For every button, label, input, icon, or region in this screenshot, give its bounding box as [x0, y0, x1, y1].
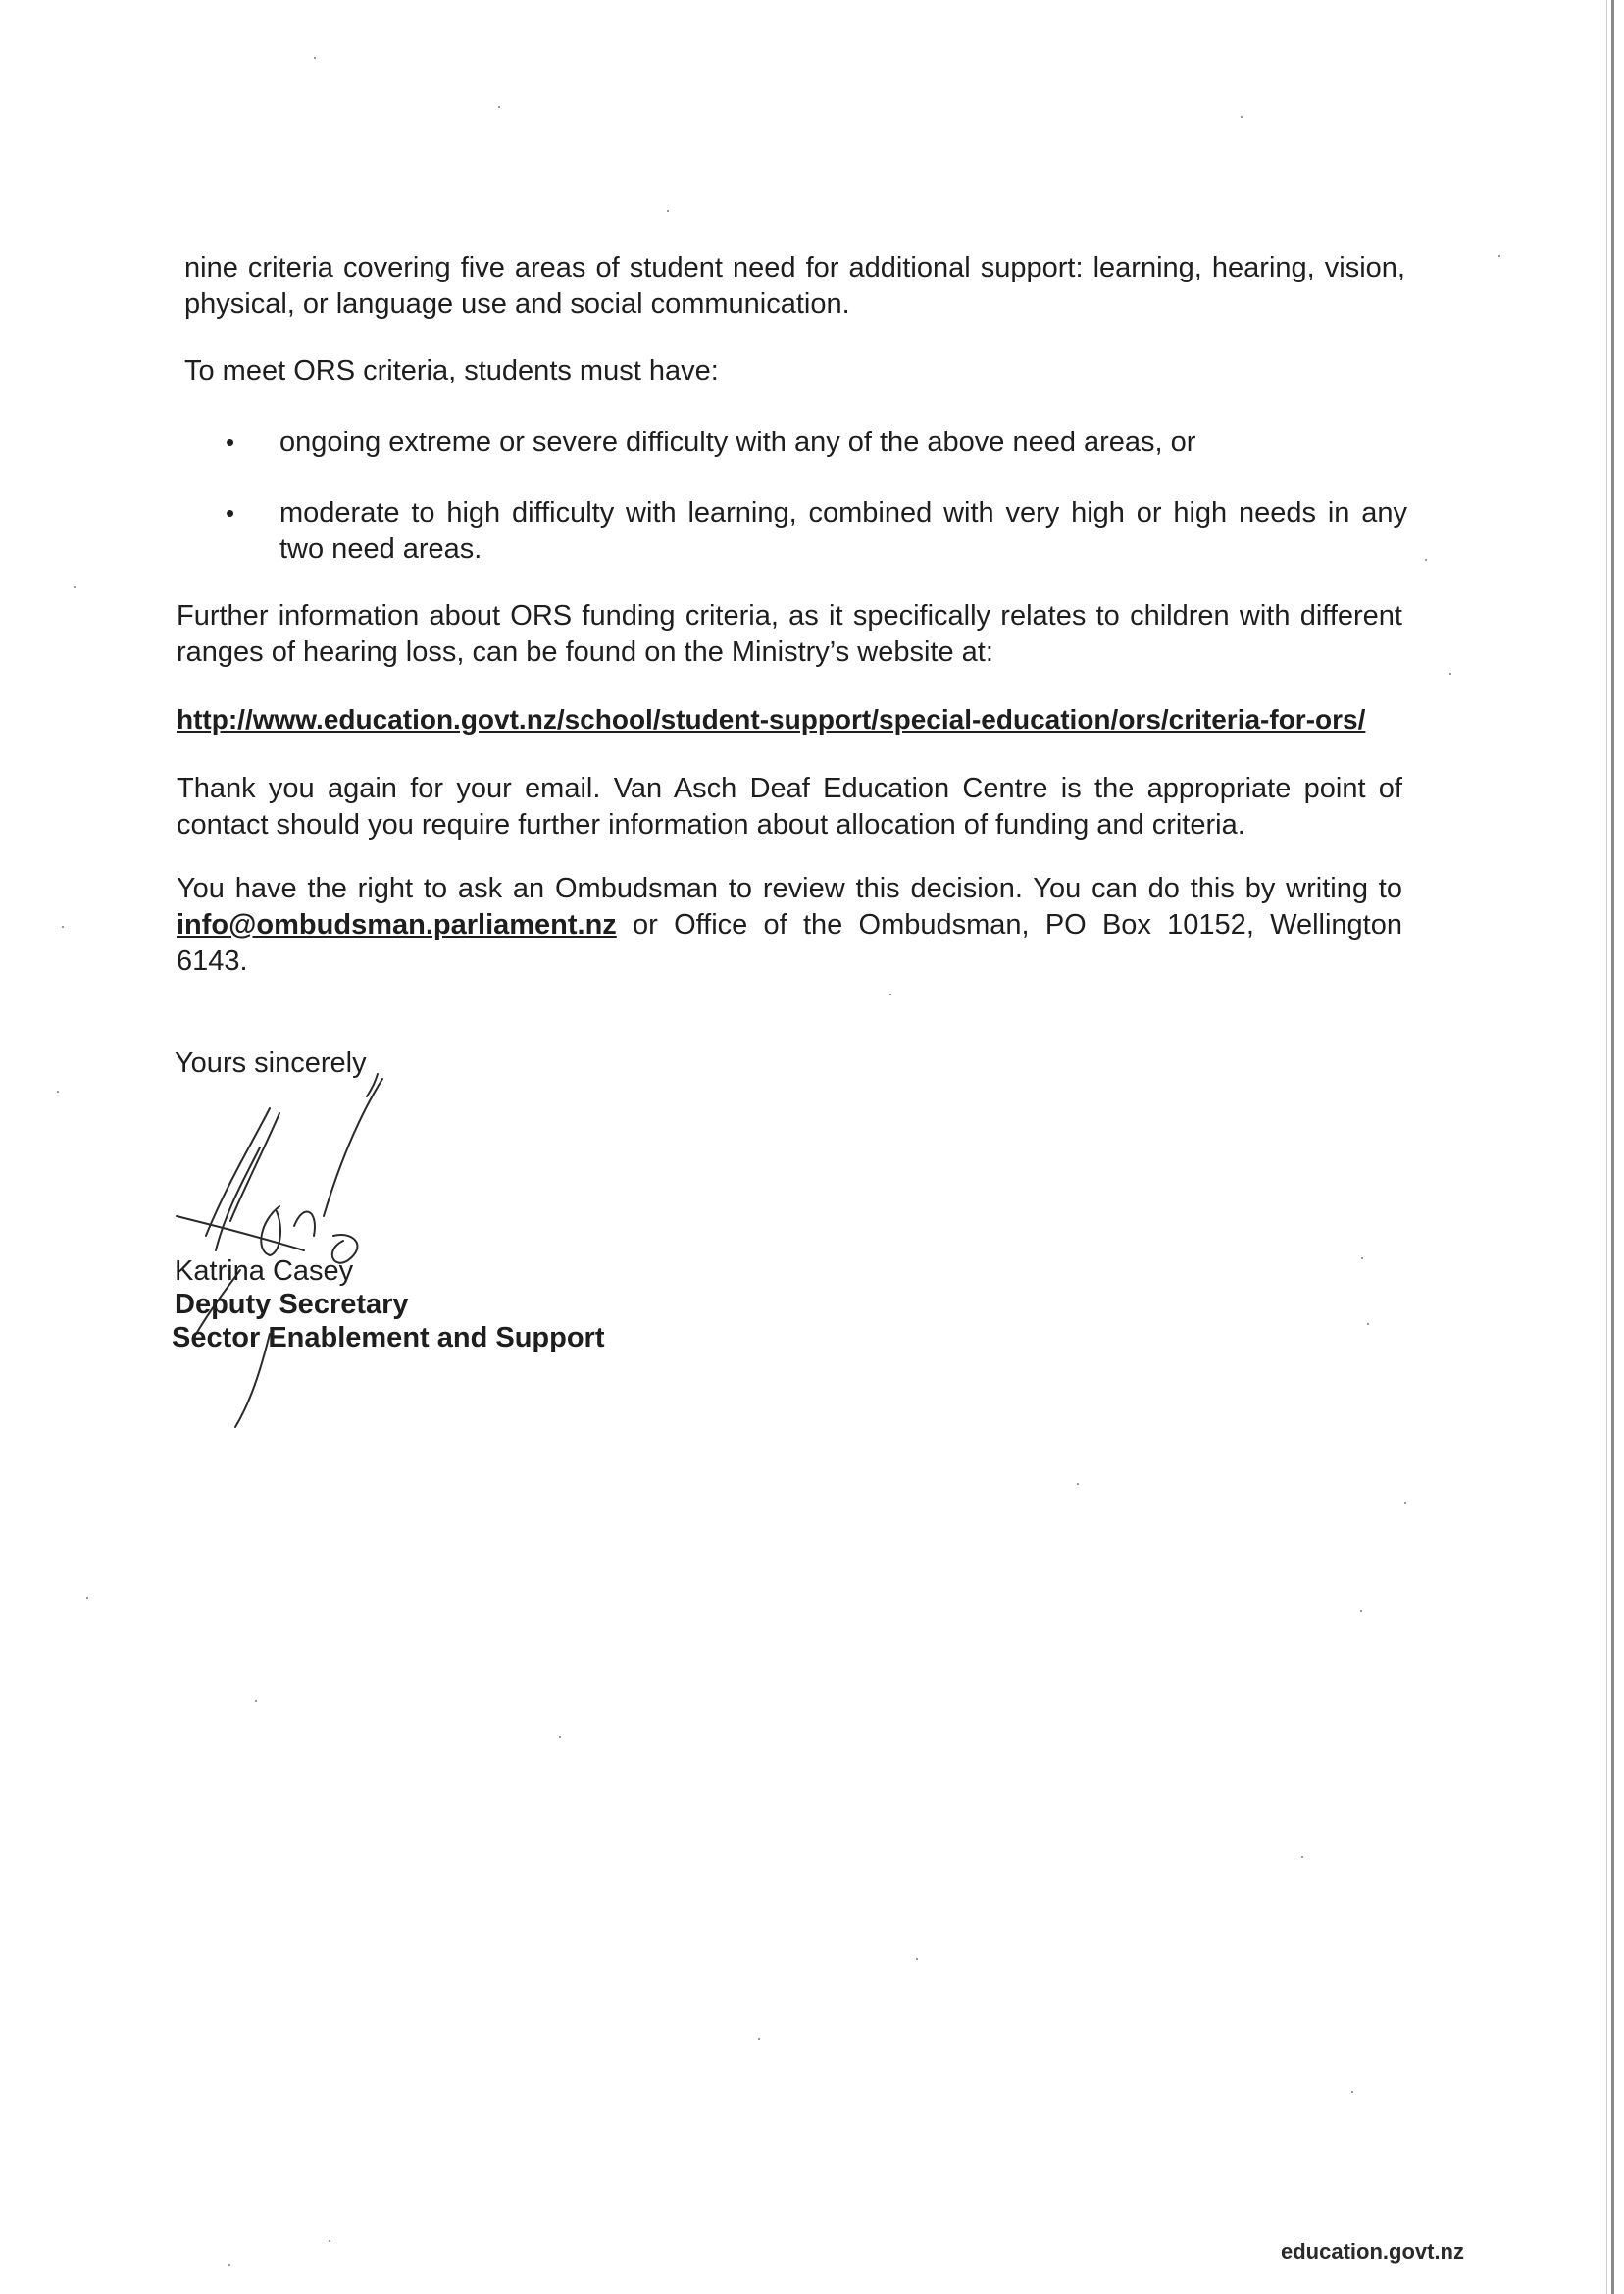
closing-salutation: Yours sincerely — [175, 1047, 367, 1079]
scan-speck — [1498, 255, 1500, 257]
further-info-paragraph: Further information about ORS funding criteria, as it specifically relates to children with different ranges of hearing loss, can be found on the Ministry’s website at: — [177, 600, 1402, 668]
scan-speck — [1360, 1610, 1362, 1612]
thanks-paragraph: Thank you again for your email. Van Asch Deaf Education Centre is the appropriate point of contact should you require further information about allocation of funding and criteria. — [177, 773, 1402, 841]
scan-speck — [667, 210, 669, 212]
handwritten-signature — [147, 1040, 441, 1432]
scan-speck — [758, 2038, 760, 2040]
list-item-text: moderate to high difficulty with learning, combined with very high or high needs in any two need areas. — [279, 497, 1407, 565]
scan-speck — [1425, 559, 1427, 561]
list-item-text: ongoing extreme or severe difficulty with any of the above need areas, or — [279, 427, 1196, 458]
scan-speck — [228, 2264, 230, 2266]
scan-speck — [559, 1736, 561, 1738]
ombudsman-text-after: or Office of the Ombudsman, PO Box 10152, Wellington 6143. — [177, 909, 1402, 977]
scan-speck — [1351, 2091, 1353, 2093]
ors-criteria-link[interactable]: http://www.education.govt.nz/school/student-support/special-education/ors/criteria-for-ors/ — [177, 704, 1366, 735]
scan-speck — [1404, 1502, 1406, 1504]
criteria-paragraph: nine criteria covering five areas of student need for additional support: learning, hearing, vision, physical, or language use and social communication. — [184, 252, 1405, 320]
ombudsman-paragraph — [177, 871, 1402, 980]
scan-speck — [498, 106, 500, 108]
scan-speck — [314, 57, 316, 59]
signatory-department: Sector Enablement and Support — [172, 1322, 605, 1353]
scan-speck — [1361, 1257, 1363, 1259]
bullet-icon: • — [226, 498, 235, 528]
scan-speck — [329, 2240, 330, 2242]
scan-speck — [1077, 1483, 1079, 1485]
scan-speck — [62, 926, 64, 928]
scan-speck — [889, 994, 891, 995]
footer-website: education.govt.nz — [1281, 2239, 1464, 2264]
scan-speck — [255, 1700, 257, 1702]
requirements-intro: To meet ORS criteria, students must have: — [184, 355, 719, 386]
signatory-name: Katrina Casey — [175, 1255, 354, 1287]
scan-speck — [86, 1597, 88, 1599]
ombudsman-text-before: You have the right to ask an Ombudsman to review this decision. You can do this by writing to — [177, 873, 1402, 904]
scan-speck — [74, 586, 76, 588]
scan-speck — [916, 1958, 918, 1960]
scan-speck — [1367, 1323, 1369, 1325]
scan-speck — [1241, 116, 1243, 118]
ombudsman-email-link[interactable]: info@ombudsman.parliament.nz — [177, 909, 617, 941]
bullet-icon: • — [226, 428, 235, 457]
scan-speck — [1449, 673, 1451, 675]
scan-edge-line — [1611, 0, 1614, 2294]
signatory-title: Deputy Secretary — [175, 1289, 409, 1320]
scan-edge-shadow — [1606, 0, 1607, 2294]
scan-speck — [1301, 1856, 1303, 1858]
scan-speck — [57, 1091, 59, 1093]
